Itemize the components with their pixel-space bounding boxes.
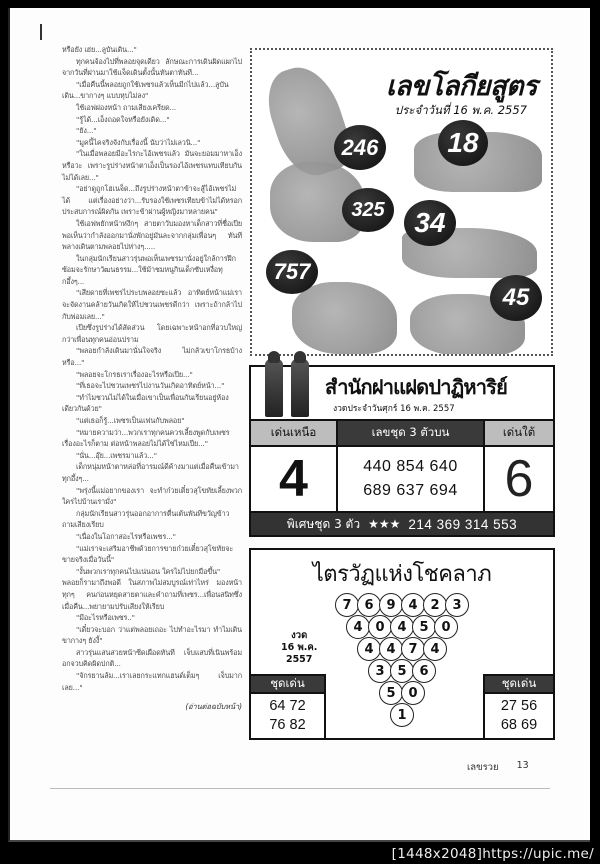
draw-label: งวด — [291, 630, 308, 641]
pyramid-digit-circle: 3 — [445, 593, 469, 617]
story-paragraph: "พลอยกำลังเดินมานั่นใจจริง ไม่กลัวเขาโกรธบ้างหรือ..." — [62, 346, 242, 368]
column-header-sets: เลขชุด 3 ตัวบน — [336, 421, 485, 447]
story-paragraph: ในกลุ่มนักเรียนสาวรุ่นพอเห็นเพชรมานั่งอยู่ใกล้การฝึกซ้อมจะรักษาวัฒนธรรม...ใช้ม้าชมหนูกินเด็กซับเหงื่อทุกอึ้งๆ... — [62, 253, 236, 286]
section-title: เลขโลกียสูตร — [386, 71, 537, 102]
story-paragraph: เด็กหนุ่มหน้าตาหล่อที่อารมณ์ดีค้างมาแต่เมื่อคืนเข้ามาทุกอึ้งๆ... — [62, 462, 239, 483]
page-margin-mark — [40, 24, 42, 40]
pyramid-digit-circle: 4 — [346, 615, 370, 639]
story-paragraph: "มีอะไรหรือเพชร.." — [76, 613, 135, 623]
story-paragraph: "ในเมื่อพลอยมีอะไรกะไอ้เพชรแล้ว มันจะยอมมาหาเอ็งหรือวะ เพราะรูปร่างหน้าตาเอ็งเป็นรองไอ้เพชรแทบเทียบกันไม่ได้เลย..." — [62, 149, 242, 182]
column-header-south: เด่นใต้ — [485, 421, 553, 447]
featured-label: ชุดเด่น — [485, 674, 553, 694]
pyramid-digit-circle: 0 — [401, 681, 425, 705]
number-set: 689 637 694 — [363, 482, 458, 499]
story-paragraph: "เดี๋ยวจะบอก ว่าแต่พลอยเถอะ ไปทำอะไรมา ทำไมเดินขากางๆ ยังงี้" — [62, 624, 242, 646]
special-label: พิเศษชุด 3 ตัว — [286, 516, 361, 531]
pyramid-digit-circle: 5 — [379, 681, 403, 705]
featured-line: 68 69 — [500, 717, 538, 733]
pyramid-row — [251, 593, 553, 617]
lucky-number-ball: 246 — [334, 125, 386, 170]
guardian-statue-icon — [265, 359, 283, 417]
north-digit-cell — [251, 447, 336, 511]
lucky-number-ball: 325 — [342, 188, 394, 232]
story-paragraph: ใช้เอฟผ่องหน้า ถามเสียงเครียด... — [76, 102, 177, 112]
lucky-number-ball: 45 — [490, 275, 542, 321]
pyramid-digit-circle: 5 — [412, 615, 436, 639]
pyramid-digit-circle: 0 — [434, 615, 458, 639]
lucky-number-ball: 18 — [438, 120, 488, 166]
pyramid-digit-circle: 4 — [401, 593, 425, 617]
pyramid-digit-circle: 4 — [423, 637, 447, 661]
story-paragraph: "หมายความว่า...พวกเราทุกคนควรเลี้ยงพูดกับเพชรเรื่องอะไรก็ตาม ต่อหน้าพลอยไม่ได้ใช่ไหมเปีย..." — [62, 427, 230, 449]
special-numbers: 214 369 314 553 — [408, 516, 518, 532]
lucky-number-ball: 757 — [266, 250, 318, 294]
lucky-number-ball: 34 — [404, 200, 456, 246]
story-paragraph: ทุกคนจ้องไปที่พลอยจุดเดียว ลักษณะการเดินผิดแผกไปจากวันที่ผ่านมาใช้แจ็ดเดินตั้งนั้นทันตาทันที... — [62, 56, 242, 78]
panel-header — [251, 367, 553, 421]
story-paragraph: "จักรยานล้ม...เราเลยกระแทกแฮนด์เต็มๆ เจ็บมากเลย..." — [62, 671, 242, 692]
lottery-formula-panel — [250, 48, 553, 356]
pyramid-digit-circle: 4 — [357, 637, 381, 661]
featured-line: 64 72 — [269, 698, 306, 714]
star-icon: ★★★ — [368, 517, 401, 531]
featured-line: 76 82 — [269, 717, 306, 733]
story-paragraph: "พลอยจะโกรธเราเรื่องอะไรหรือเปีย..." — [76, 369, 193, 379]
numbers-grid — [251, 421, 553, 511]
number-set: 440 854 640 — [363, 458, 458, 475]
pyramid-digit-circle: 2 — [423, 593, 447, 617]
story-paragraph: "ยัง..." — [76, 126, 97, 136]
guardian-statue-icon — [291, 359, 309, 417]
page-number: 13 — [516, 760, 529, 771]
sets-cell — [336, 447, 485, 511]
pyramid-digit-circle: 4 — [390, 615, 414, 639]
south-digit-cell — [485, 447, 553, 511]
story-paragraph: "นั่น...อุ๊ย...เพชรมาแล้ว..." — [76, 450, 157, 460]
section-title: สำนักฝาแฝดปาฏิหาริย์ — [325, 375, 507, 399]
section-date: งวดประจำวันศุกร์ 16 พ.ค. 2557 — [333, 404, 455, 414]
story-paragraph: หรือยัง เฮ่ย...ลูบันเดิน..." — [62, 45, 137, 54]
story-paragraph: "งั้นพวกเราทุกคนไปแน่นอน ใครไม่ไปยกมือขึ้น" — [76, 566, 221, 576]
north-digit: 4 — [279, 450, 308, 508]
page-footer — [467, 760, 529, 775]
fortune-triangle-panel — [249, 548, 555, 740]
image-watermark: [1448x2048]https://upic.me/ — [391, 846, 594, 862]
story-paragraph: "มูคนี้ไคจริงจังกับเรื่องนี้ นับว่าไม่เลวนิ..." — [76, 137, 201, 147]
magazine-page — [8, 8, 590, 842]
magazine-name: เลขรวย — [467, 762, 499, 773]
section-title: ไตรวัฏแห่งโชคลาภ — [312, 562, 492, 587]
special-set-bar — [251, 511, 553, 535]
pyramid-digit-circle: 3 — [368, 659, 392, 683]
silhouette-figure-icon — [292, 282, 397, 354]
story-paragraph: "เสียดายที่เพชรไประบพลอยซะแล้ว อาทิตย์หน้าแม่เราจะจัดงานคล้ายวันเกิดให้ไปชวนเพชรดีกว่า เพราะถ้ากล้าไปกับพ่อมเลย..." — [62, 288, 242, 321]
featured-set-right — [483, 674, 553, 740]
story-paragraph: พลอยก็รามาถึงพอดี ในสภาพไม่สมบูรณ์เท่าไหร่ มองหน้าทุกๆ คนก่อนหยุดสายตาและคำถามที่เพชร...เพื่อนสนิทซึ่งเมื่อคืน...พยายามปรับเสียงให้เรียบ — [62, 578, 242, 611]
draw-date — [281, 630, 317, 666]
story-column — [62, 44, 242, 713]
story-paragraph: "พรุ่งนี้แม่อยากของเรา จะทำก๋วยเตี๋ยวสุโขทัยเลี้ยงพวกใครไปบ้านเรามั่ง" — [62, 485, 242, 507]
story-paragraph: "แต่เธอก็รู้...เพชรเป็นแฟนกับพลอย" — [76, 416, 185, 425]
pyramid-digit-circle: 7 — [401, 637, 425, 661]
story-paragraph: "เมื่อคืนนี้พลอยถูกใช้เพชรแล้วเห็นมีกไปแล้ว...ลูบันเดิน...ขากางๆ แบบหุบไม่ลง" — [62, 79, 229, 101]
story-paragraph: "ทำไมชวนไม่ได้ในเมื่อเขาเป็นเพื่อนกันเรียนอยู่ห้องเดียวกันด้วย" — [62, 392, 229, 414]
pyramid-digit-circle: 7 — [335, 593, 359, 617]
story-paragraph: "อย่าดูถูกโฮเนจ็ด...ถึงรูปร่างหน้าตาข้าจะสู้ไอ้เพชรไม่ได้ แต่เรื่องอย่างว่า...รับรองใช้เพชรเทียบข้าไม่ได้หรอก ประสบการณ์ผิดกัน เพราะข้าผ่านผู้หญิงมาหลายคน" — [62, 184, 242, 217]
story-paragraph: "เนื่องในโอกาสอะไรหรือเพชร..." — [76, 531, 176, 541]
featured-line: 27 56 — [500, 698, 538, 714]
featured-set-left — [251, 674, 326, 740]
story-paragraph: กลุ่มนักเรียนสาวรุ่นออกอาการตื่นเต้นพันทีขวัญข้าวถามเสียงเรียบ — [62, 508, 230, 530]
story-paragraph: "รู้ได้...เอ็งถอดใจหรือยังเดิด..." — [76, 114, 170, 124]
draw-day-month: 16 พ.ค. — [281, 642, 318, 653]
story-paragraph: "ที่เธอจะไปชวนเพชรไปงานวันเกิดอาทิตย์หน้า..." — [76, 381, 225, 391]
south-digit: 6 — [504, 450, 534, 508]
miracle-twins-panel — [249, 365, 555, 537]
pyramid-digit-circle: 6 — [357, 593, 381, 617]
story-paragraph: สาวรุ่นแสนสวยหน้าซีดเผือดทันที เจ็บแสบที่เนินพร้อมอกจวบคิดผิดปกติ... — [62, 647, 242, 669]
story-paragraph: ใช้เอฟพยักหน้าหงึกๆ สายตาวับมองหาเด็กสาวที่ชื่อเปีย พอเห็นว่ากำลังออกมานั่งพักอยู่มันละจากกลุ่มเพื่อนๆ ทันที พลางเดินตามพลอยไปห่างๆ..... — [62, 218, 242, 252]
column-header-north: เด่นเหนือ — [251, 421, 336, 447]
story-paragraph: เปียซึ่งรูปร่างได้สัดส่วน โดยเฉพาะหน้าอกที่อวบใหญ่กว่าเพื่อนทุกคนอ่อนปราม — [62, 323, 242, 344]
story-paragraph: "แม่เราจะเสริมอาชีพด้วยการขายก๋วยเตี๋ยวสุโขทัยจะขายจริงเมื่อวันนี้" — [62, 543, 234, 565]
pyramid-digit-circle: 6 — [412, 659, 436, 683]
divider — [50, 788, 550, 789]
pyramid-digit-circle: 4 — [379, 637, 403, 661]
continued-next-issue-note: (อ่านต่อฉบับหน้า) — [185, 702, 242, 712]
section-date: ประจำวันที่ 16 พ.ค. 2557 — [394, 103, 527, 117]
pyramid-digit-circle: 1 — [390, 703, 414, 727]
pyramid-digit-circle: 0 — [368, 615, 392, 639]
pyramid-digit-circle: 9 — [379, 593, 403, 617]
draw-year: 2557 — [285, 654, 313, 665]
featured-label: ชุดเด่น — [251, 674, 324, 694]
pyramid-digit-circle: 5 — [390, 659, 414, 683]
